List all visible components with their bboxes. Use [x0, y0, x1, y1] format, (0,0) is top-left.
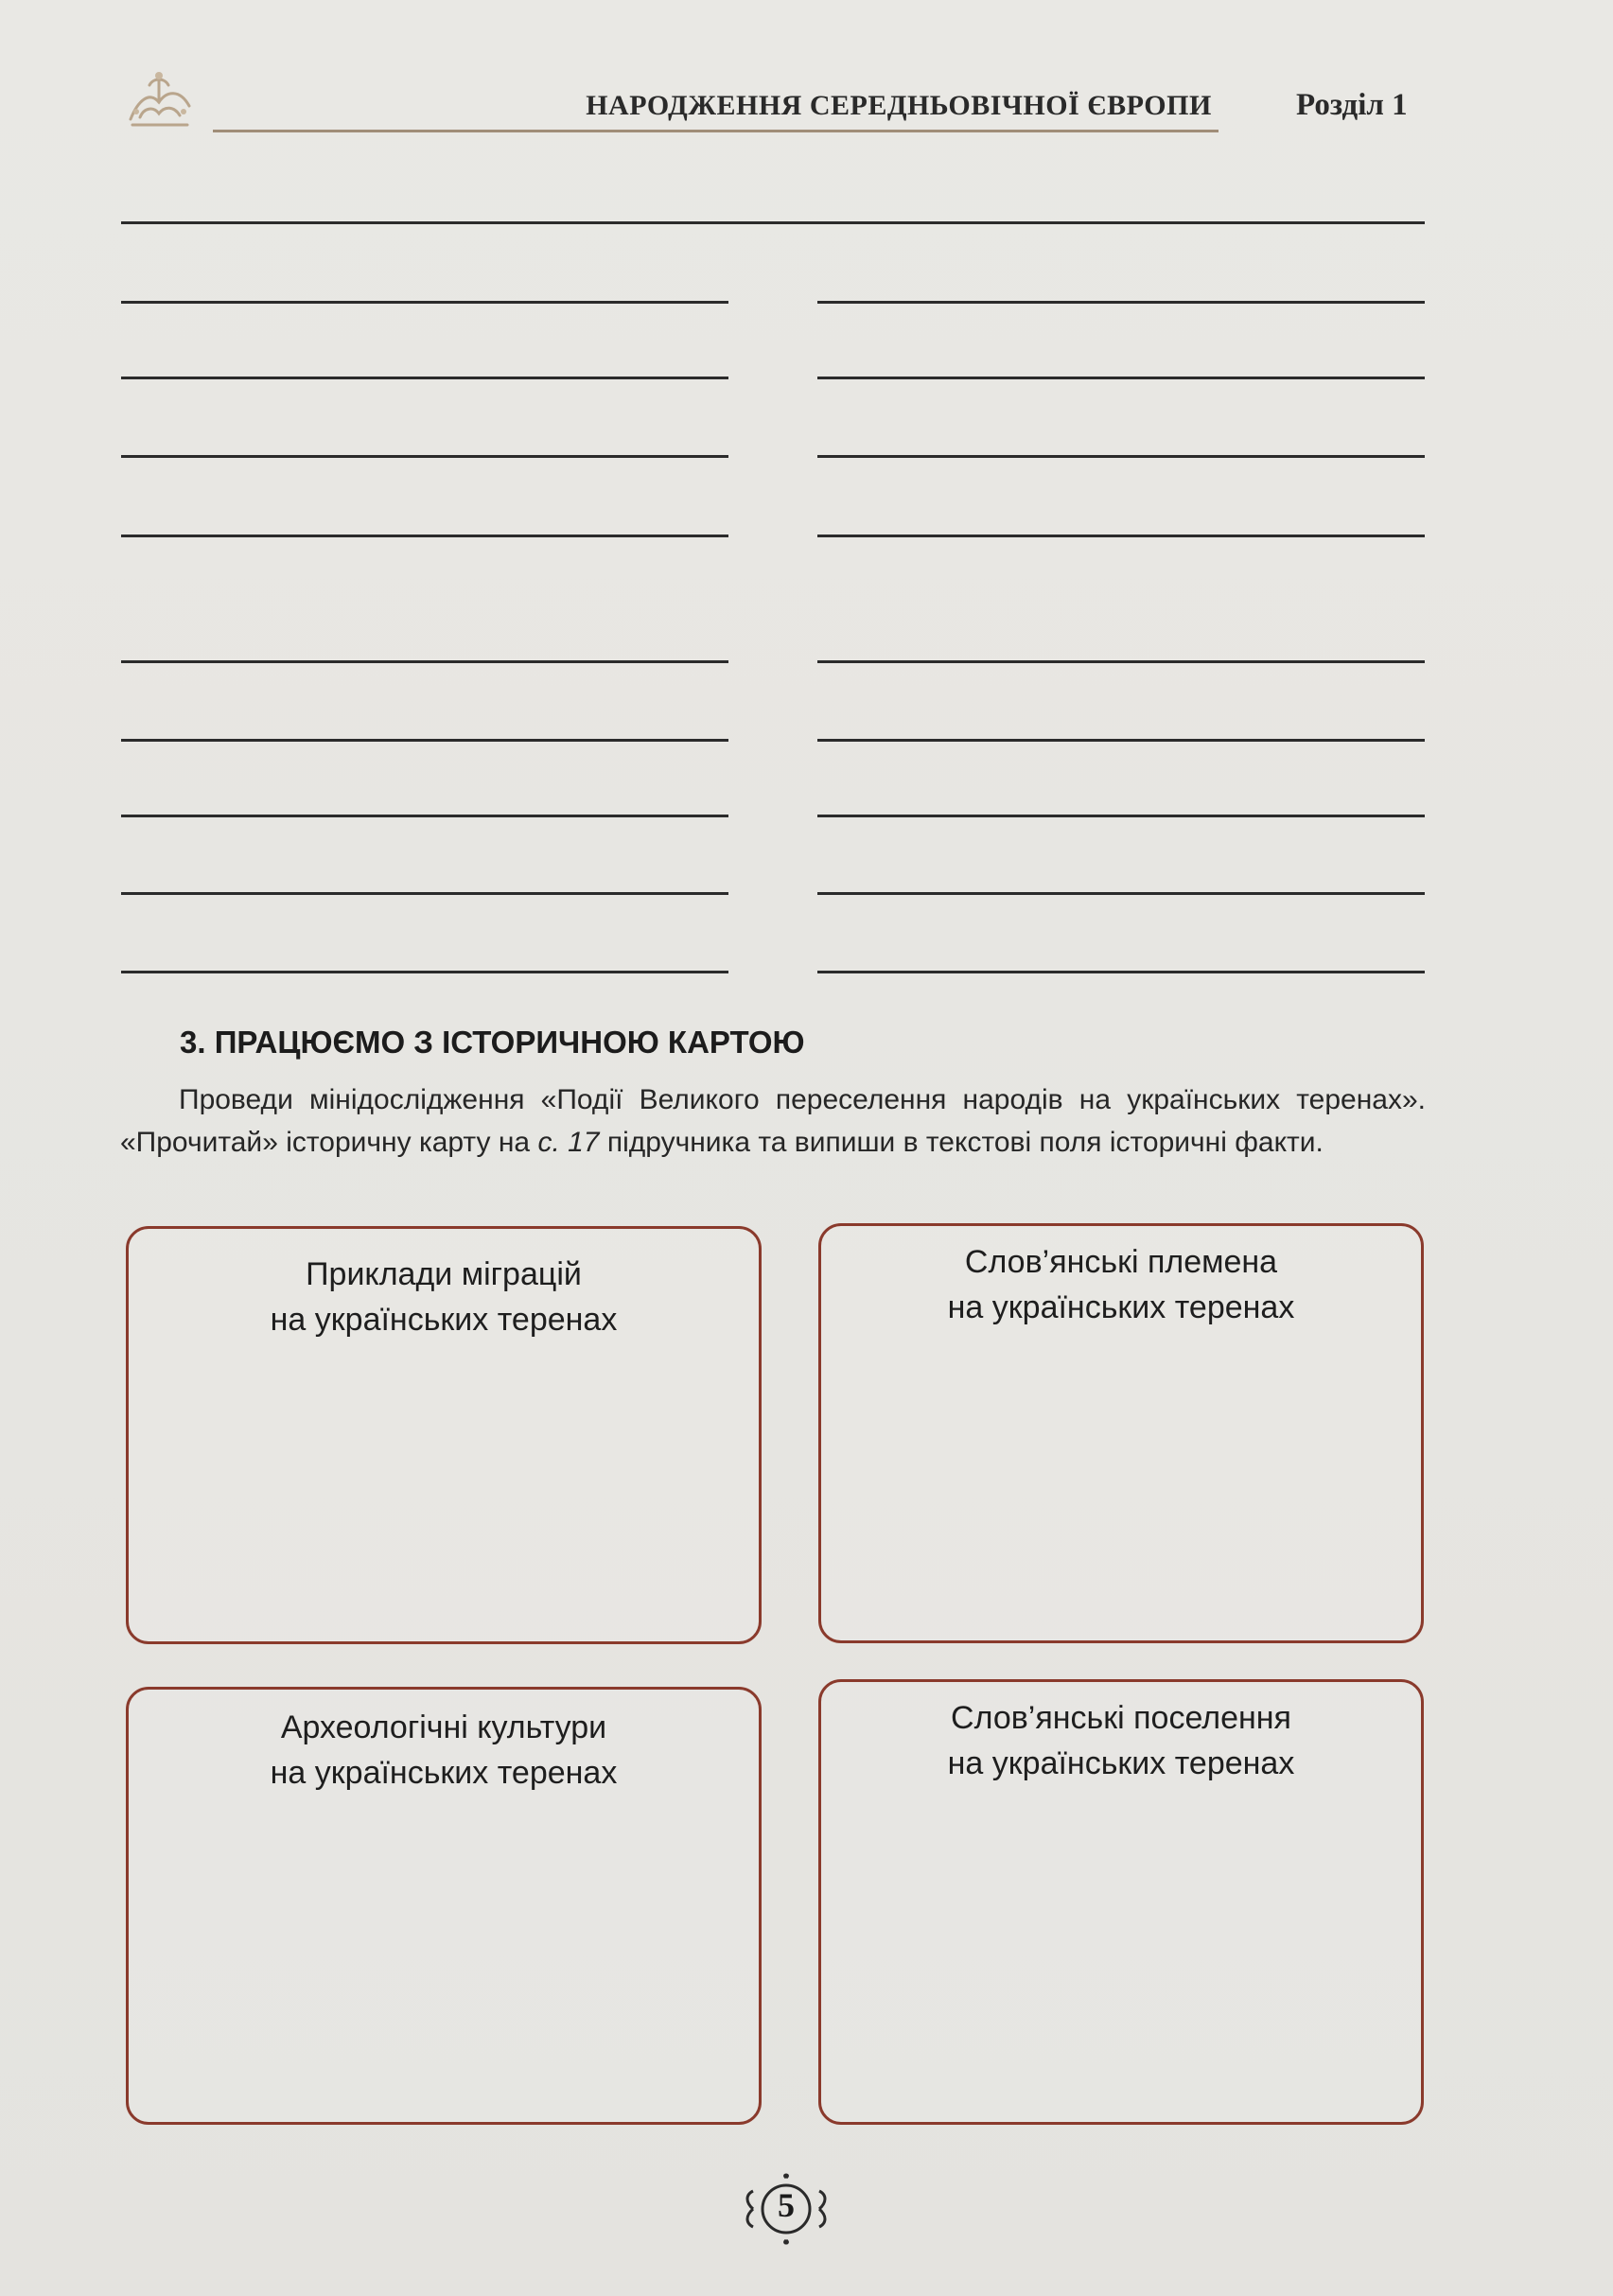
box-title-line: на українських теренах: [947, 1289, 1295, 1325]
box-title: [129, 1252, 759, 1342]
box-title-line: на українських теренах: [947, 1745, 1295, 1781]
box-title: [821, 1695, 1421, 1786]
box-title-line: Слов’янські племена: [964, 1244, 1278, 1280]
box-title-line: Археологічні культури: [280, 1709, 607, 1745]
instruction-text: Проведи мінідослідження «Події Великого переселення народів на українських теренах». «Прочитай» історичну карту на: [120, 1084, 1426, 1158]
answer-line[interactable]: [817, 892, 1425, 895]
header-rule: [213, 130, 1219, 132]
section-label: Розділ 1: [1296, 88, 1408, 122]
answer-line[interactable]: [817, 739, 1425, 742]
box-title-line: на українських теренах: [270, 1302, 618, 1338]
answer-line[interactable]: [121, 455, 728, 458]
answer-line[interactable]: [121, 301, 728, 304]
answer-line[interactable]: [121, 660, 728, 663]
answer-line[interactable]: [121, 221, 1425, 224]
box-title-line: на українських теренах: [270, 1755, 618, 1791]
instruction-text-end: підручника та випиши в текстові поля історичні факти.: [599, 1127, 1324, 1158]
answer-line[interactable]: [121, 815, 728, 817]
answer-line[interactable]: [121, 739, 728, 742]
answer-line[interactable]: [817, 815, 1425, 817]
text-box-archaeological-cultures[interactable]: [126, 1687, 762, 2125]
answer-line[interactable]: [121, 971, 728, 973]
answer-line[interactable]: [817, 455, 1425, 458]
answer-line[interactable]: [817, 301, 1425, 304]
box-title: [821, 1239, 1421, 1330]
chapter-title: НАРОДЖЕННЯ СЕРЕДНЬОВІЧНОЇ ЄВРОПИ: [586, 90, 1212, 121]
answer-line[interactable]: [121, 892, 728, 895]
text-box-migrations[interactable]: [126, 1226, 762, 1644]
page-reference: с. 17: [537, 1127, 600, 1158]
task-heading: 3. ПРАЦЮЄМО З ІСТОРИЧНОЮ КАРТОЮ: [180, 1025, 805, 1060]
answer-line[interactable]: [121, 377, 728, 379]
box-title: [129, 1705, 759, 1796]
page-number: 5: [778, 2186, 795, 2224]
answer-line[interactable]: [817, 377, 1425, 379]
task-instruction: [120, 1078, 1426, 1164]
answer-line[interactable]: [817, 535, 1425, 537]
answer-line[interactable]: [121, 535, 728, 537]
ornament-logo-icon: [121, 62, 199, 140]
answer-line[interactable]: [817, 971, 1425, 973]
box-title-line: Слов’янські поселення: [951, 1700, 1291, 1736]
text-box-slavic-tribes[interactable]: [818, 1223, 1424, 1643]
text-box-slavic-settlements[interactable]: [818, 1679, 1424, 2125]
box-title-line: Приклади міграцій: [306, 1256, 582, 1292]
answer-line[interactable]: [817, 660, 1425, 663]
